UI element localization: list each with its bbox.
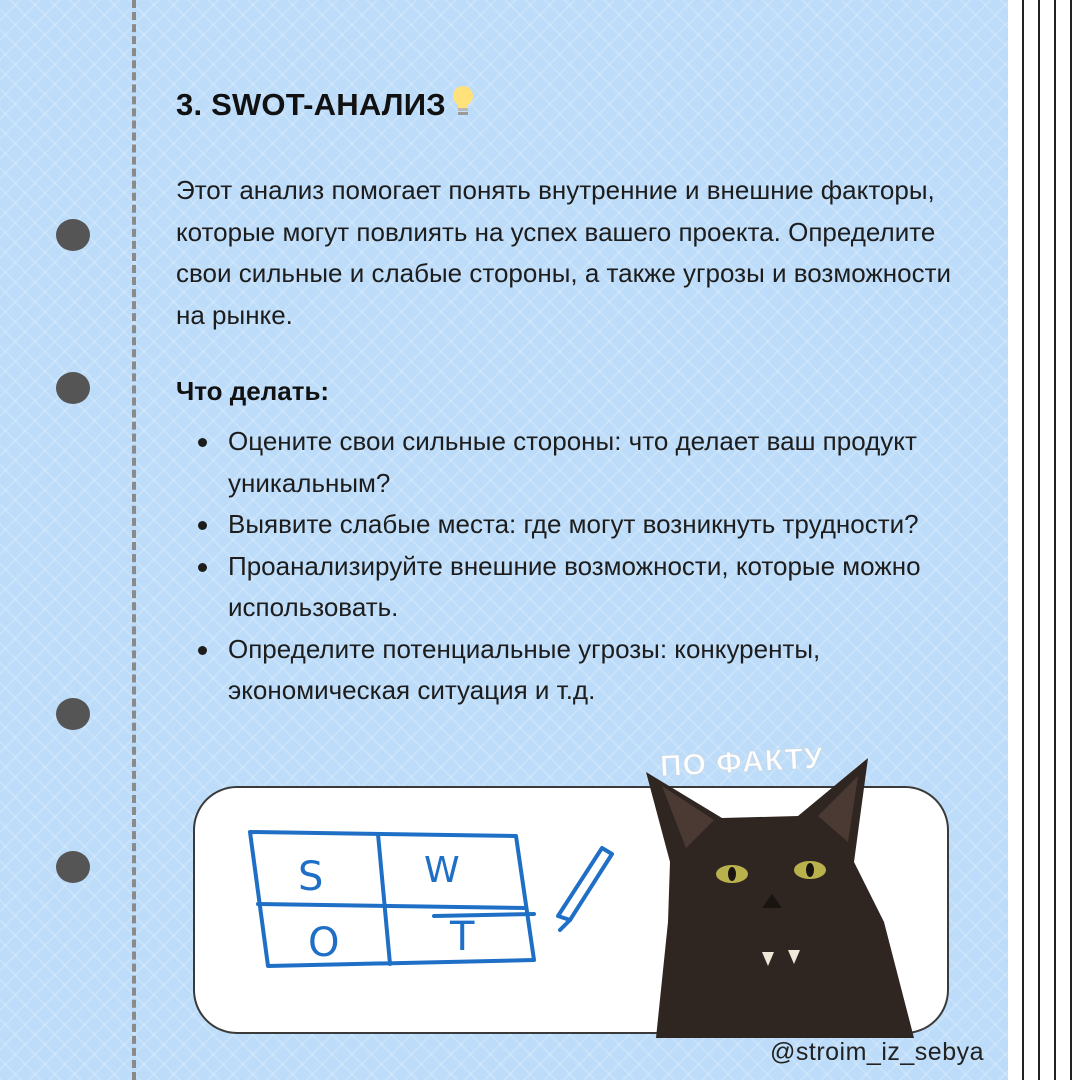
- sticker-caption: ПО ФАКТУ: [659, 741, 825, 784]
- todo-heading: Что делать:: [176, 376, 330, 406]
- swot-grid-sketch: [240, 826, 620, 976]
- swot-letter-o: O: [308, 920, 340, 966]
- list-item: Выявите слабые места: где могут возникнуть трудности?: [176, 504, 976, 546]
- binder-hole: [56, 698, 90, 730]
- page-title: [176, 84, 476, 126]
- list-item: Оцените свои сильные стороны: что делает ваш продукт уникальным?: [176, 421, 976, 504]
- binder-hole: [56, 219, 90, 251]
- binder-hole: [56, 372, 90, 404]
- author-handle: @stroim_iz_sebya: [770, 1038, 985, 1066]
- swot-letter-t: T: [450, 914, 475, 960]
- list-item: Определите потенциальные угрозы: конкуренты, экономическая ситуация и т.д.: [176, 629, 976, 712]
- binder-hole: [56, 851, 90, 883]
- dashed-margin-line: [132, 0, 136, 1080]
- list-item: Проанализируйте внешние возможности, которые можно использовать.: [176, 546, 976, 629]
- swot-letter-s: S: [298, 854, 324, 900]
- cat-image: [622, 752, 922, 1038]
- lightbulb-icon: [450, 84, 476, 126]
- page-title-text: 3. SWOT-АНАЛИЗ: [176, 87, 446, 122]
- notebook-edge-lines: [1008, 0, 1080, 1080]
- swot-letter-w: W: [424, 850, 460, 891]
- intro-paragraph: Этот анализ помогает понять внутренние и внешние факторы, которые могут повлиять на успех вашего проекта. Определите свои сильные и слабые стороны, а также угрозы и возможности на рынке.: [176, 175, 952, 330]
- todo-list: [176, 421, 976, 712]
